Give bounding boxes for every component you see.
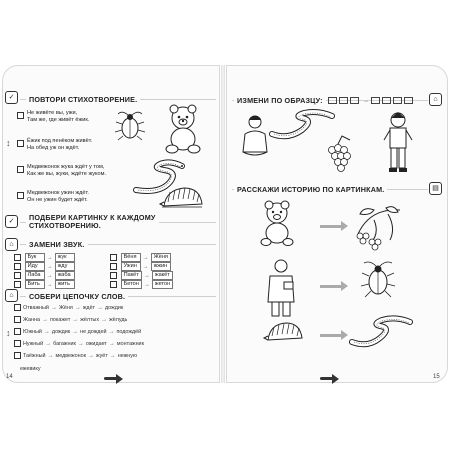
word-to: жук xyxy=(55,253,75,262)
word-chain-row xyxy=(14,352,137,359)
poem-2-line-1: Ёжик под пенёком живёт. xyxy=(27,138,93,144)
page-number-left: 14 xyxy=(6,374,13,380)
sample-box-icon xyxy=(404,97,413,104)
book-spine xyxy=(221,65,225,383)
word-from: Пакёт xyxy=(121,271,142,280)
poem-4 xyxy=(27,190,89,204)
poem-checkbox-4[interactable] xyxy=(17,192,24,199)
beetle-illustration xyxy=(358,260,398,300)
sound-pair-row xyxy=(14,262,75,271)
arrow-right-icon: → xyxy=(46,272,53,279)
poem-1-line-1: Не живёте вы, ужи, xyxy=(27,110,78,116)
hedgehog-illustration xyxy=(264,320,304,344)
word-chain-word: Южный xyxy=(23,328,42,335)
word-chain-word: нежную xyxy=(117,352,138,359)
word-chain-row xyxy=(14,340,144,347)
house-icon: ⌂ xyxy=(5,238,18,251)
sound-pair-checkbox[interactable] xyxy=(14,254,21,261)
arrow-right-icon: → xyxy=(45,340,52,347)
sound-pair-row xyxy=(14,271,75,280)
hedgehog-illustration xyxy=(160,184,206,210)
checkmark-icon: ✓ xyxy=(5,215,18,228)
poem-checkbox-3[interactable] xyxy=(17,166,24,173)
word-chain-row xyxy=(14,316,127,323)
arrow-right-icon: → xyxy=(143,281,150,288)
arrow-right-icon: → xyxy=(101,316,108,323)
word-chain-word: ждёт xyxy=(82,304,96,311)
word-to: жить xyxy=(55,280,75,289)
story-arrow-icon xyxy=(320,285,342,288)
word-chain-row xyxy=(14,328,141,335)
sound-pair-checkbox[interactable] xyxy=(14,281,21,288)
section-title-match-picture xyxy=(26,214,159,230)
word-chain-checkbox[interactable] xyxy=(14,352,21,359)
word-from: Бетон xyxy=(121,280,142,289)
arrow-right-icon: → xyxy=(108,340,115,347)
word-chain-word: монтажник xyxy=(116,340,144,347)
poem-1-line-2: Там же, где живёт ёжик. xyxy=(27,117,90,124)
word-to: жакёт xyxy=(152,271,173,280)
word-chain-checkbox[interactable] xyxy=(14,328,21,335)
word-chain-word: не дождей xyxy=(80,328,107,335)
poem-checkbox-1[interactable] xyxy=(17,112,24,119)
house-icon: ⌂ xyxy=(429,93,442,106)
sound-pair-row xyxy=(14,253,75,262)
arrow-right-icon: → xyxy=(363,98,369,105)
arrow-right-icon: → xyxy=(50,304,57,311)
house-icon: ⌂ xyxy=(5,289,18,302)
arrow-right-icon: → xyxy=(72,316,79,323)
poem-1 xyxy=(27,110,89,124)
arrow-right-icon: → xyxy=(142,254,149,261)
word-chain-word: Нужный xyxy=(23,340,44,347)
word-chain-row xyxy=(14,304,123,311)
word-chain-word: Таёжный xyxy=(23,352,46,359)
arrow-right-icon: → xyxy=(42,316,48,323)
arrow-right-icon: → xyxy=(143,272,150,279)
poem-3 xyxy=(27,164,106,178)
sound-pair-checkbox[interactable] xyxy=(14,263,21,270)
arrow-right-icon: → xyxy=(97,304,104,311)
next-arrow-icon xyxy=(104,377,118,380)
word-chain-checkbox[interactable] xyxy=(14,304,21,311)
word-chain-word: дождик xyxy=(105,304,124,311)
section-title-tell-story: РАССКАЖИ ИСТОРИЮ ПО КАРТИНКАМ. xyxy=(234,185,387,194)
word-chain-checkbox[interactable] xyxy=(14,340,21,347)
section-title-line-2: СТИХОТВОРЕНИЮ. xyxy=(29,221,101,230)
word-chain-checkbox[interactable] xyxy=(14,316,21,323)
word-chain-word: Жёня xyxy=(58,304,73,311)
sound-pair-row xyxy=(110,280,173,289)
arrow-right-icon: → xyxy=(87,352,94,359)
section-title-repeat-poem: ПОВТОРИ СТИХОТВОРЕНИЕ. xyxy=(26,95,140,104)
bear-illustration xyxy=(256,200,298,246)
checkmark-icon: ✓ xyxy=(5,91,18,104)
word-chain-word: покажет xyxy=(50,316,71,323)
man-with-book-illustration xyxy=(264,258,298,318)
story-arrow-icon xyxy=(320,225,342,228)
sound-pair-row xyxy=(110,271,173,280)
page-number-right: 15 xyxy=(433,374,440,380)
berries-illustration xyxy=(350,204,406,248)
arrow-right-icon: → xyxy=(142,263,149,270)
sound-pair-checkbox[interactable] xyxy=(110,281,117,288)
poem-3-line-1: Медвежонок жука ждёт у том, xyxy=(27,164,105,170)
sound-pair-checkbox[interactable] xyxy=(14,272,21,279)
sound-pair-checkbox[interactable] xyxy=(110,254,117,261)
word-chain-last-word: ежевику xyxy=(20,366,41,372)
sample-pattern xyxy=(328,97,415,104)
sample-box-icon xyxy=(371,97,380,104)
word-chain-word: Жанна xyxy=(23,316,40,323)
section-title-change-by-sample: ИЗМЕНИ ПО ОБРАЗЦУ: xyxy=(234,96,326,105)
section-title-replace-sound: ЗАМЕНИ ЗВУК. xyxy=(26,240,88,249)
poem-4-line-1: Медвежонок ужин ждёт. xyxy=(27,190,89,196)
sound-pair-row xyxy=(110,253,171,262)
word-to: жду xyxy=(55,262,75,271)
word-to: жжин xyxy=(151,262,171,271)
updown-arrow-icon: ↕ xyxy=(6,328,11,338)
snake-illustration xyxy=(348,316,414,348)
sample-box-icon xyxy=(328,97,337,104)
word-from: Бук xyxy=(25,253,45,262)
word-to: жаба xyxy=(55,271,75,280)
poem-2 xyxy=(27,138,92,152)
sample-box-icon xyxy=(382,97,391,104)
arrow-right-icon: → xyxy=(47,352,54,359)
arrow-right-icon: → xyxy=(72,328,79,335)
word-from: Лаба xyxy=(25,271,45,280)
word-to: Жёня xyxy=(151,253,171,262)
book-icon: ▤ xyxy=(429,182,442,195)
berries-illustration xyxy=(324,136,358,176)
sample-box-icon xyxy=(350,97,359,104)
boy-illustration xyxy=(382,110,414,174)
arrow-right-icon: → xyxy=(46,263,53,270)
word-to: жетон xyxy=(152,280,173,289)
word-chain-word: дождик xyxy=(51,328,71,335)
arrow-right-icon: → xyxy=(109,352,116,359)
sample-box-icon xyxy=(339,97,348,104)
poem-4-line-2: Он не ужин будет ждёт. xyxy=(27,197,88,204)
arrow-right-icon: → xyxy=(74,304,81,311)
word-chain-word: жуёт xyxy=(95,352,108,359)
bear-illustration xyxy=(160,104,206,154)
word-chain-word: багажник xyxy=(53,340,76,347)
sound-pair-checkbox[interactable] xyxy=(110,272,117,279)
word-chain-word: жёлтых xyxy=(80,316,100,323)
word-from: Ужин xyxy=(121,262,141,271)
sound-pair-row xyxy=(110,262,171,271)
word-chain-word: медвежонок xyxy=(55,352,86,359)
arrow-right-icon: → xyxy=(43,328,50,335)
section-title-line-1: ПОДБЕРИ КАРТИНКУ К КАЖДОМУ xyxy=(29,213,156,222)
poem-checkbox-2[interactable] xyxy=(17,140,24,147)
beetle-illustration xyxy=(112,110,148,140)
sound-pair-checkbox[interactable] xyxy=(110,263,117,270)
word-from: Вёня xyxy=(121,253,141,262)
word-chain-word: подождёй xyxy=(116,328,142,335)
word-chain-word: жёлудь xyxy=(109,316,128,323)
sound-pair-row xyxy=(14,280,75,289)
updown-arrow-icon: ↕ xyxy=(6,138,11,148)
word-from: Иду xyxy=(25,262,45,271)
arrow-right-icon: → xyxy=(77,340,84,347)
story-arrow-icon xyxy=(320,334,342,337)
arrow-right-icon: → xyxy=(108,328,115,335)
word-chain-word: ожидает xyxy=(85,340,107,347)
word-from: Бить xyxy=(25,280,45,289)
arrow-right-icon: → xyxy=(46,254,53,261)
word-chain-word: Отважный xyxy=(23,304,49,311)
section-title-word-chain: СОБЕРИ ЦЕПОЧКУ СЛОВ. xyxy=(26,292,128,301)
sample-box-icon xyxy=(393,97,402,104)
next-arrow-icon xyxy=(320,377,334,380)
genie-illustration xyxy=(240,112,270,160)
arrow-right-icon: → xyxy=(46,281,53,288)
poem-2-line-2: На обед уж он ждёт. xyxy=(27,145,80,152)
poem-3-line-2: Как же вы, жуки, ждёте жуком. xyxy=(27,171,107,178)
